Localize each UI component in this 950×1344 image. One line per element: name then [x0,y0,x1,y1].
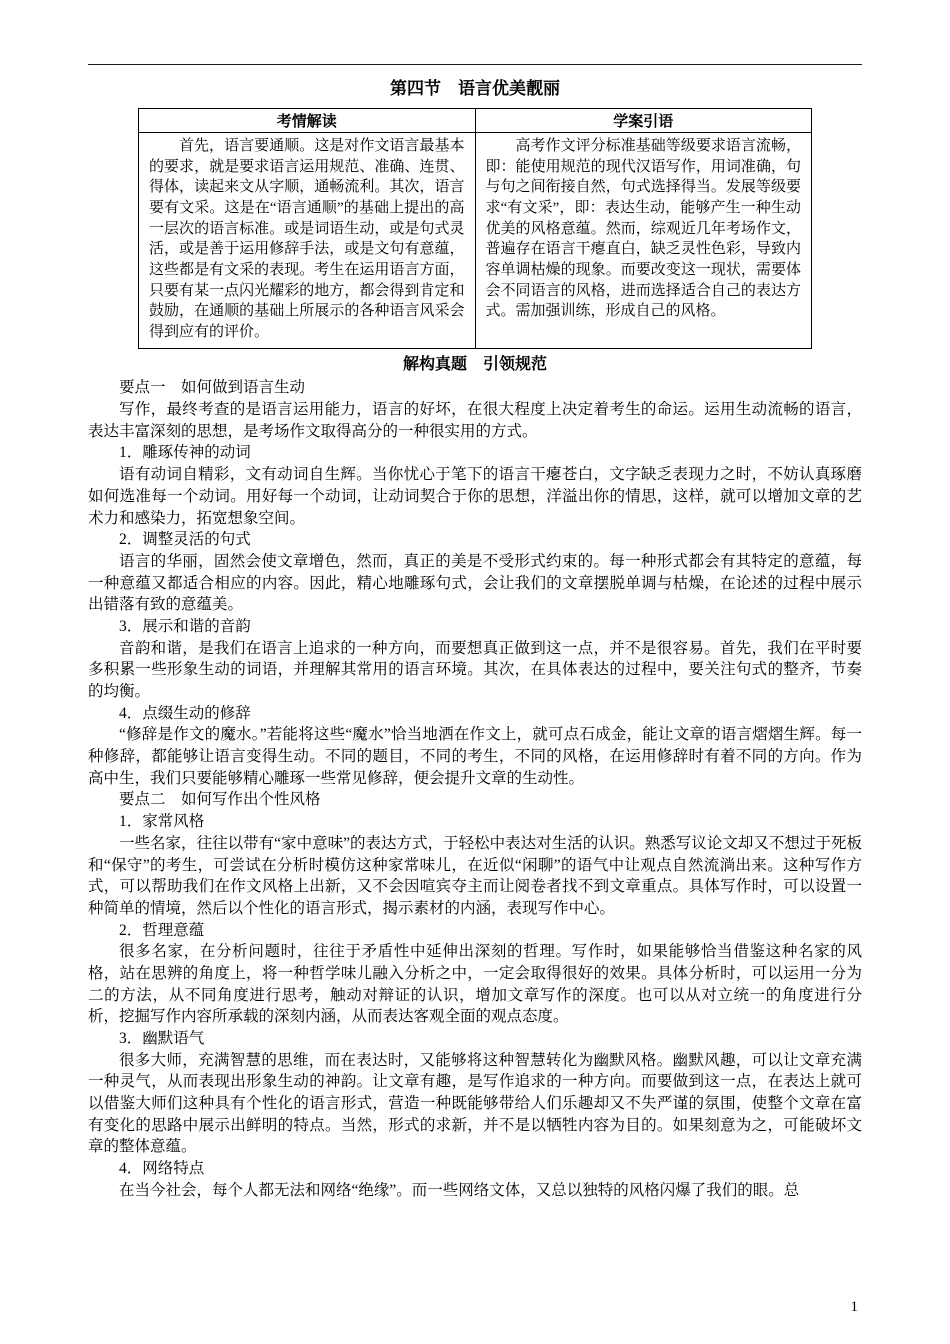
point-heading: 要点一 如何做到语言生动 [119,379,306,397]
sub-heading: 1．家常风格 [119,813,205,831]
table-header-row [139,108,812,132]
body-paragraph: 很多名家，在分析问题时，往往于矛盾性中延伸出深刻的哲理。写作时，如果能够恰当借鉴这种名家的风格，站在思辨的角度上，将一种哲学味儿融入分析之中，一定会取得很好的效果。具体分析时，可以运用一分为二的方法，从不同角度进行思考，触动对辩证的认识，增加文章写作的深度。也可以从对立统一的角度进行分析，挖掘写作内容所承载的深刻内涵，从而表达客观全面的观点态度。 [88,943,862,1026]
body-paragraph: 写作，最终考查的是语言运用能力，语言的好坏，在很大程度上决定着考生的命运。运用生动流畅的语言，表达丰富深刻的思想，是考场作文取得高分的一种很实用的方式。 [88,401,862,440]
table-cell-xuean [475,132,812,348]
sub-heading: 3．幽默语气 [119,1030,205,1048]
sub-heading: 4．点缀生动的修辞 [119,704,251,722]
page-number: 1 [850,1299,858,1315]
content-blocks [88,377,862,1201]
table-header-xuean: 学案引语 [475,108,812,132]
point-heading: 要点二 如何写作出个性风格 [119,791,321,809]
body-paragraph: 很多大师，充满智慧的思维，而在表达时，又能够将这种智慧转化为幽默风格。幽默风趣，可以让文章充满一种灵气，从而表现出形象生动的神韵。让文章有趣，是写作追求的一种方向。而要做到这一点，在表达上就可以借鉴大师们这种具有个性化的语言形式，营造一种既能够带给人们乐趣却又不失严谨的氛围，使整个文章在富有变化的思路中展示出鲜明的特点。当然，形式的求新，并不是以牺牲内容为目的。如果刻意为之，可能破坏文章的整体意蕴。 [88,1051,862,1156]
table-header-kaoqing: 考情解读 [139,108,476,132]
body-paragraph: 语有动词自精彩，文有动词自生辉。当你忧心于笔下的语言干瘪苍白，文字缺乏表现力之时，不妨认真琢磨如何选准每一个动词。用好每一个动词，让动词契合于你的思想，洋溢出你的情思，这样，就可以增加文章的艺术力和感染力，拓宽想象空间。 [88,466,862,527]
sub-heading: 2．哲理意蕴 [119,921,205,939]
document-page [88,0,862,1202]
page-title: 第四节 语言优美靓丽 [390,79,560,98]
sub-heading: 2．调整灵活的句式 [119,531,251,549]
body-paragraph: 在当今社会，每个人都无法和网络“绝缘”。而一些网络文体，又总以独特的风格闪爆了我们的眼。总 [119,1181,800,1199]
sub-heading: 4．网络特点 [119,1160,205,1178]
body-paragraph: 音韵和谐，是我们在语言上追求的一种方向，而要想真正做到这一点，并不是很容易。首先，我们在平时要多积累一些形象生动的词语，并理解其常用的语言环境。其次，在具体表达的过程中，要关注句式的整齐，节奏的均衡。 [88,639,862,701]
body-paragraph: “修辞是作文的魔水。”若能将这些“魔水”恰当地洒在作文上，就可点石成金，能让文章的语言熠熠生辉。每一种修辞，都能够让语言变得生动。不同的题目，不同的考生，不同的风格，在运用修辞时有着不同的方向。作为高中生，我们只要能够精心雕琢一些常见修辞，便会提升文章的生动性。 [88,726,862,787]
body-paragraph: 语言的华丽，固然会使文章增色，然而，真正的美是不受形式约束的。每一种形式都会有其特定的意蕴，每一种意蕴又都适合相应的内容。因此，精心地雕琢句式，会让我们的文章摆脱单调与枯燥，在论述的过程中展示出错落有致的意蕴美。 [88,552,862,614]
xuean-text: 高考作文评分标准基础等级要求语言流畅，即：能使用规范的现代汉语写作，用词准确，句与句之间衔接自然，句式选择得当。发展等级要求“有文采”，即：表达生动，能够产生一种生动优美的风格意蕴。然而，综观近几年考场作文，普遍存在语言干瘪直白，缺乏灵性色彩，导致内容单调枯燥的现象。而要改变这一现状，需要体会不同语言的风格，进而选择适合自己的表达方式。需加强训练，形成自己的风格。 [485,137,801,320]
table-body-row [139,132,812,348]
body-paragraph: 一些名家，往往以带有“家中意味”的表达方式，于轻松中表达对生活的认识。熟悉写议论文却又不想过于死板和“保守”的考生，可尝试在分析时模仿这种家常味儿，在近似“闲聊”的语气中让观点自然流淌出来。这种写作方式，可以帮助我们在作文风格上出新，又不会因喧宾夺主而让阅卷者找不到文章重点。具体写作时，可以设置一种简单的情境，然后以个性化的语言形式，揭示素材的内涵，表现写作中心。 [88,834,862,917]
sub-heading: 1．雕琢传神的动词 [119,444,251,462]
intro-table [138,108,812,349]
sub-heading: 3．展示和谐的音韵 [119,617,251,635]
section-heading: 解构真题 引领规范 [402,355,547,373]
table-cell-kaoqing [139,132,476,348]
kaoqing-text: 首先，语言要通顺。这是对作文语言最基本的要求，就是要求语言运用规范、准确、连贯、得体，读起来文从字顺，通畅流利。其次，语言要有文采。这是在“语言通顺”的基础上提出的高一层次的语言标准。或是词语生动，或是句式灵活，或是善于运用修辞手法，或是文句有意蕴，这些都是有文采的表现。考生在运用语言方面，只要有某一点闪光耀彩的地方，都会得到肯定和鼓励，在通顺的基础上所展示的各种语言风采会得到应有的评价。 [149,137,465,341]
header-rule [88,64,862,65]
